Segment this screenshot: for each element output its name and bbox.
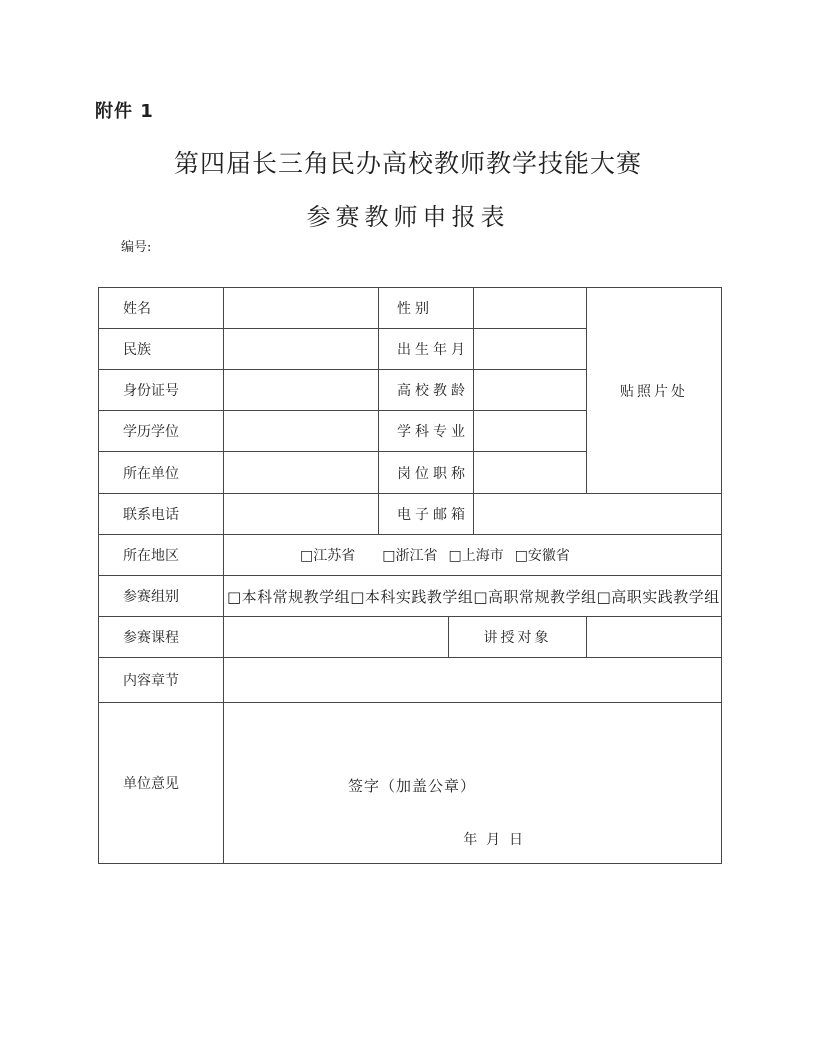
id-number-label: 身份证号 xyxy=(99,370,224,410)
id-number-input-cell[interactable] xyxy=(224,370,379,410)
phone-input-cell[interactable] xyxy=(224,494,379,534)
birth-date-label: 出生年月 xyxy=(379,329,474,369)
table-row-id-number xyxy=(99,370,586,411)
region-option-anhui[interactable]: □安徽省 xyxy=(514,548,570,564)
group-label: 参赛组别 xyxy=(99,576,224,616)
course-input-cell[interactable] xyxy=(224,617,449,657)
unit-opinion-label: 单位意见 xyxy=(99,703,224,863)
photo-box: 贴照片处 xyxy=(586,288,721,493)
position-title-input-cell[interactable] xyxy=(474,452,586,493)
region-option-jiangsu[interactable]: □江苏省 xyxy=(300,548,356,564)
ethnicity-label: 民族 xyxy=(99,329,224,369)
table-row-ethnicity xyxy=(99,329,586,370)
audience-label: 讲授对象 xyxy=(449,617,587,657)
table-row-name xyxy=(99,288,586,329)
name-input-cell[interactable] xyxy=(224,288,379,328)
group-options-cell xyxy=(224,576,721,616)
subject-major-label: 学科专业 xyxy=(379,411,474,451)
teaching-years-input-cell[interactable] xyxy=(474,370,586,410)
date-placeholder: 年 月 日 xyxy=(463,832,523,848)
table-row-education xyxy=(99,411,586,452)
gender-label: 性别 xyxy=(379,288,474,328)
gender-input-cell[interactable] xyxy=(474,288,586,328)
education-degree-label: 学历学位 xyxy=(99,411,224,451)
attachment-label: 附件 1 xyxy=(95,101,154,122)
region-option-shanghai[interactable]: □上海市 xyxy=(448,548,504,564)
group-option-vocational-practice[interactable]: □高职实践教学组 xyxy=(596,587,720,606)
content-chapters-input-cell[interactable] xyxy=(224,658,721,702)
basic-info-grid xyxy=(99,288,586,493)
form-subtitle: 参赛教师申报表 xyxy=(306,203,510,231)
phone-label: 联系电话 xyxy=(99,494,224,534)
table-row-work-unit xyxy=(99,452,586,493)
birth-date-input-cell[interactable] xyxy=(474,329,586,369)
application-table xyxy=(98,287,722,864)
group-option-vocational-regular[interactable]: □高职常规教学组 xyxy=(473,587,597,606)
region-options-cell xyxy=(224,535,721,575)
table-row-contact xyxy=(99,494,721,535)
ethnicity-input-cell[interactable] xyxy=(224,329,379,369)
table-row-region xyxy=(99,535,721,576)
group-option-undergrad-practice[interactable]: □本科实践教学组 xyxy=(350,587,474,606)
email-input-cell[interactable] xyxy=(474,494,721,534)
serial-no-label: 编号: xyxy=(121,240,152,255)
content-chapters-label: 内容章节 xyxy=(99,658,224,702)
group-option-undergrad-regular[interactable]: □本科常规教学组 xyxy=(227,587,351,606)
subject-major-input-cell[interactable] xyxy=(474,411,586,451)
table-row-content-chapters xyxy=(99,658,721,703)
audience-input-cell[interactable] xyxy=(587,617,721,657)
unit-opinion-input-cell[interactable] xyxy=(224,703,721,863)
work-unit-input-cell[interactable] xyxy=(224,452,379,493)
education-degree-input-cell[interactable] xyxy=(224,411,379,451)
work-unit-label: 所在单位 xyxy=(99,452,224,493)
name-label: 姓名 xyxy=(99,288,224,328)
teaching-years-label: 高校教龄 xyxy=(379,370,474,410)
basic-info-section xyxy=(99,288,721,494)
table-row-unit-opinion xyxy=(99,703,721,863)
table-row-course xyxy=(99,617,721,658)
position-title-label: 岗位职称 xyxy=(379,452,474,493)
form-title: 第四届长三角民办高校教师教学技能大赛 xyxy=(173,149,642,178)
region-option-zhejiang[interactable]: □浙江省 xyxy=(382,548,438,564)
table-row-group xyxy=(99,576,721,617)
region-label: 所在地区 xyxy=(99,535,224,575)
course-label: 参赛课程 xyxy=(99,617,224,657)
signature-stamp-note: 签字（加盖公章） xyxy=(348,777,477,795)
email-label: 电子邮箱 xyxy=(379,494,474,534)
